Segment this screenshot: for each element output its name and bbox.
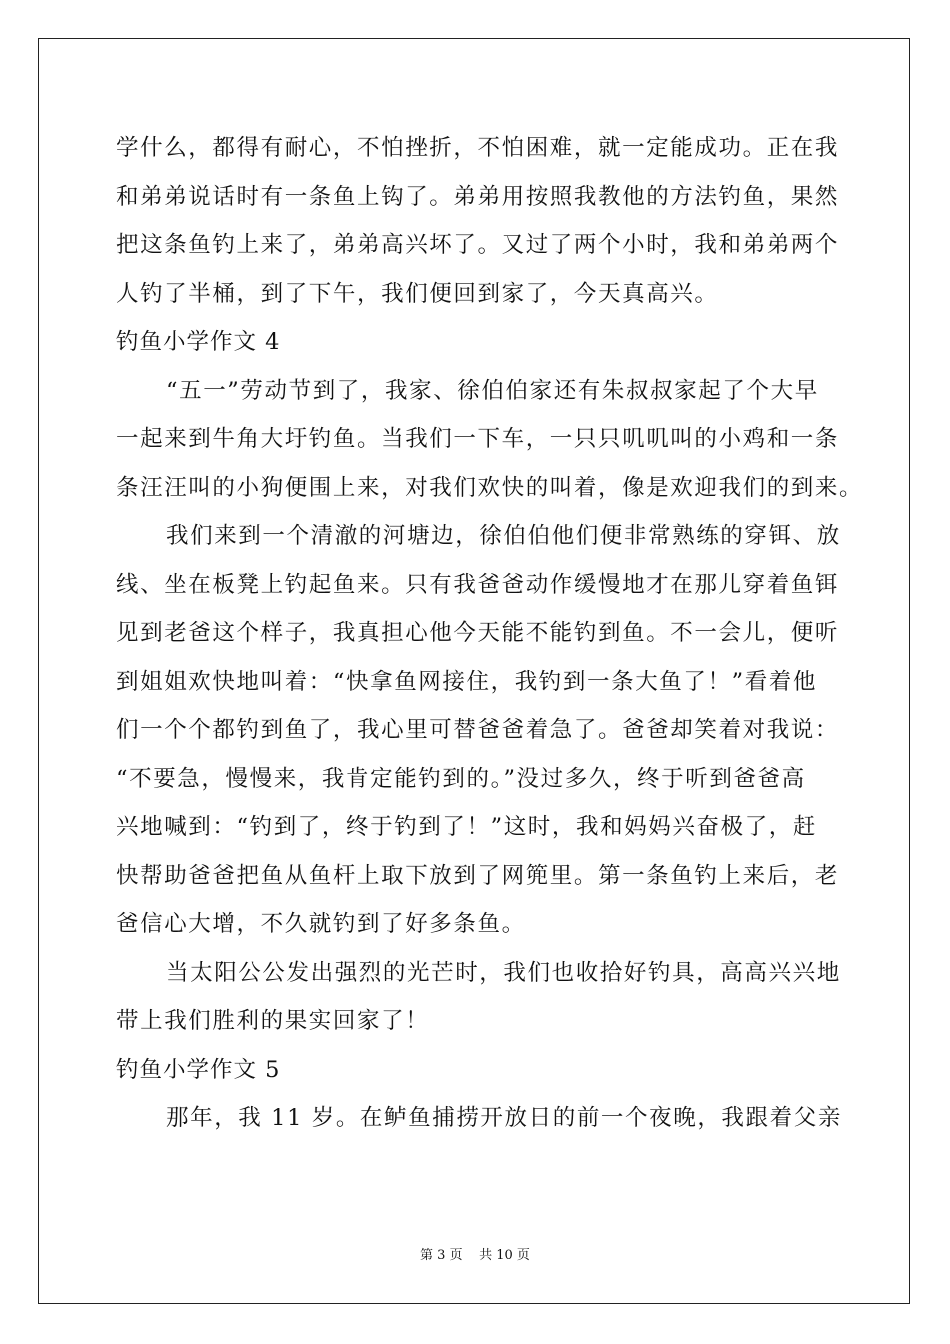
- text-line: 一起来到牛角大圩钓鱼。当我们一下车，一只只叽叽叫的小鸡和一条: [116, 426, 840, 452]
- text-line: 们一个个都钓到鱼了，我心里可替爸爸着急了。爸爸却笑着对我说：: [116, 717, 840, 743]
- text-line: 快帮助爸爸把鱼从鱼杆上取下放到了网篼里。第一条鱼钓上来后，老: [116, 862, 840, 889]
- text-line: 条汪汪叫的小狗便围上来，对我们欢快的叫着，像是欢迎我们的到来。: [116, 474, 864, 501]
- page-number: 第 3 页: [420, 1248, 463, 1263]
- text-line: 和弟弟说话时有一条鱼上钩了。弟弟用按照我教他的方法钓鱼，果然: [116, 183, 840, 210]
- text-line: “五一”劳动节到了，我家、徐伯伯家还有朱叔叔家起了个大早: [166, 377, 819, 404]
- document-body: [116, 124, 864, 1143]
- text-line: 人钓了半桶，到了下午，我们便回到家了，今天真高兴。: [116, 280, 719, 307]
- text-line: 当太阳公公发出强烈的光芒时，我们也收拾好钓具，高高兴兴地: [166, 959, 841, 986]
- text-line: 我们来到一个清澈的河塘边，徐伯伯他们便非常熟练的穿铒、放: [166, 523, 841, 549]
- section-heading: 钓鱼小学作文 4: [116, 329, 281, 355]
- text-line: 到姐姐欢快地叫着：“快拿鱼网接住，我钓到一条大鱼了！”看着他: [116, 668, 818, 695]
- page-total: 共 10 页: [479, 1248, 530, 1263]
- text-line: 兴地喊到：“钓到了，终于钓到了！”这时，我和妈妈兴奋极了，赶: [116, 814, 818, 840]
- text-line: 线、坐在板凳上钓起鱼来。只有我爸爸动作缓慢地才在那儿穿着鱼铒: [116, 571, 840, 598]
- text-line: 带上我们胜利的果实回家了！: [116, 1008, 430, 1034]
- text-line: 把这条鱼钓上来了，弟弟高兴坏了。又过了两个小时，我和弟弟两个: [116, 232, 840, 258]
- text-line: “不要急，慢慢来，我肯定能钓到的。”没过多久，终于听到爸爸高: [116, 765, 806, 792]
- text-line: 那年，我 11 岁。在鲈鱼捕捞开放日的前一个夜晚，我跟着父亲: [166, 1105, 842, 1131]
- page-footer: [0, 1244, 950, 1263]
- text-line: 爸信心大增，不久就钓到了好多条鱼。: [116, 911, 526, 937]
- text-line: 见到老爸这个样子，我真担心他今天能不能钓到鱼。不一会儿，便听: [116, 620, 840, 646]
- section-heading: 钓鱼小学作文 5: [116, 1056, 281, 1083]
- text-line: 学什么，都得有耐心，不怕挫折，不怕困难，就一定能成功。正在我: [116, 135, 840, 161]
